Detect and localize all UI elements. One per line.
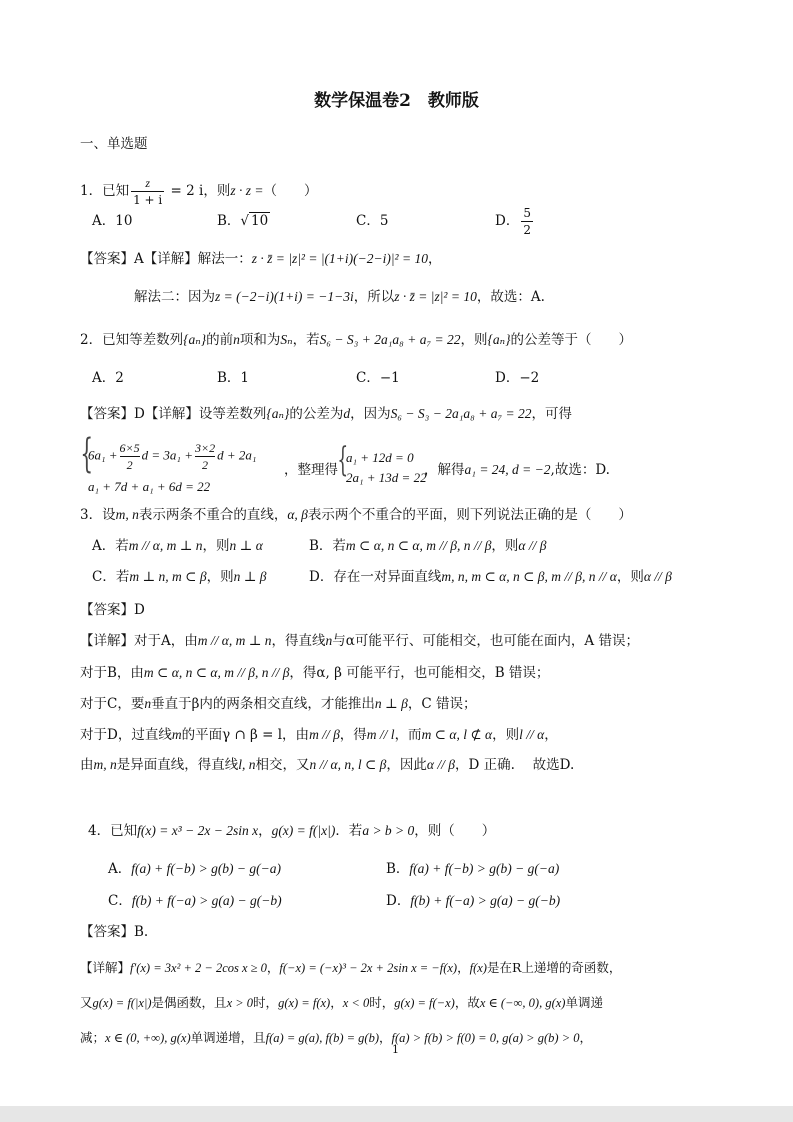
q3-d2b: ，得α, β 可能平行，也可能相交，B 错误； [289,665,550,681]
q2-a-seq: {aₙ} [266,406,290,421]
q3-d3c: ，C 错误； [407,696,477,712]
q2-s1-frac2 [195,440,215,473]
q4-e1e: 上递增的奇函数， [521,960,622,975]
q3-optB2: ，则 [491,538,519,554]
q3-d2m: m ⊂ α, n ⊂ α, m // β, n // β [143,665,290,680]
q4-e2m6: x ∈ (−∞, 0), g(x) [479,996,566,1010]
q3-optC-m: m ⊥ n, m ⊂ β [129,569,207,584]
q2-a4: ，可得 [531,406,573,422]
q4-optB: B． [386,861,410,877]
q3-d1m: m // α, m ⊥ n [197,633,272,648]
q2-n: n [233,332,240,347]
q3-d4f: ，而 [394,727,422,743]
q4-e3d: ， [579,1030,593,1045]
q1-answer-1 [80,251,441,267]
q3-d4e: m // l [366,727,395,742]
q1-answer-2-pre: 解法二：因为 [134,289,215,305]
q4-t4: ，则（ ） [414,823,496,839]
q4-e2m3: g(x) = f(x) [278,996,331,1010]
q3-d4h: ，则 [492,727,520,743]
q1-eq: = 2 i，则 [166,183,231,200]
q1-option-b: B．√ 10 [217,213,269,229]
q4-e2m5: g(x) = f(−x) [394,996,455,1010]
q4-e2m2: x > 0 [226,996,254,1010]
q1-option-d [495,205,535,238]
q3-detail-5 [80,757,574,773]
q3-optA-r: n ⊥ α [229,538,263,553]
q3-option-c [92,569,267,585]
q3-d5b: 是异面直线，得直线 [116,757,239,773]
q3-option-a [92,538,263,554]
q2-end2: ,故选：D. [550,462,610,478]
q2-s1-frac1-den: 2 [120,456,140,473]
q4-e3m1: x ∈ (0, +∞), g(x) [105,1031,191,1045]
q3-d3b: 垂直于β内的两条相交直线，才能推出 [151,696,375,712]
page-number: 1 [392,1043,399,1056]
q4-e2m1: g(x) = f(|x|) [92,996,152,1010]
q2-system-1 [80,431,280,495]
q2-system-1-line1 [88,440,256,473]
q3-optA2: ，则 [202,538,230,554]
q2-s1-l1b: d = 3a₁ + [141,447,193,463]
q3-d5f: ，因此 [386,757,427,773]
q2-s1-frac1-num: 6×5 [119,441,140,455]
q2-option-a: A．2 [92,370,124,386]
q2-t4: ，若 [292,332,320,348]
q4-e1a: 【详解】 [80,960,131,975]
q3-detail-1 [80,633,639,649]
q2-t3: 项和为 [239,332,281,348]
q2-a2: 的公差为 [289,406,344,422]
q4-optD-m: f(b) + f(−a) > g(a) − g(−b) [410,893,561,908]
question-2 [80,332,632,348]
q2-system-2-brace: { [337,440,349,480]
q3-d1c: 与α可能平行、可能相交，也可能在面内，A 错误； [332,633,639,649]
q1-option-d-frac [521,205,533,238]
q4-e1b: ， [266,960,280,975]
q2-s1-frac1 [120,440,140,473]
q2-s1-frac2-num: 3×2 [194,441,216,455]
q3-d3n: n [144,696,152,711]
q1-option-a: A．10 [92,213,133,229]
q3-d3a: 对于C，要 [80,696,145,712]
q4-e2f: ，故 [454,995,480,1010]
q2-a1: 【答案】D【详解】设等差数列 [80,406,267,422]
q3-optA-m: m // α, m ⊥ n [128,538,203,553]
q1-answer-2-math1: z = (−2−i)(1+i) = −1−3i [215,289,354,304]
q2-s1-l1a: 6a₁ + [88,447,118,463]
q1-frac-den: 1 + i [133,193,163,208]
q1-option-d-num: 5 [523,206,531,220]
q1-option-c: C．5 [356,213,389,229]
q1-answer-1-math: z · z̄ = |z|² = |(1+i)(−2−i)|² = 10 [251,251,428,266]
q3-optD1: D．存在一对异面直线 [309,569,442,585]
q4-answer: 【答案】B. [80,924,149,940]
section-heading: 一、单选题 [80,136,148,152]
q3-detail-2 [80,665,549,681]
q4-e1m1: f′(x) = 3x² + 2 − 2cos x ≥ 0 [130,961,267,975]
q4-e2a: 又 [80,995,93,1010]
q2-end1: ，解得 [424,462,465,478]
q4-detail-3 [80,1030,592,1046]
q3-optB-m: m ⊂ α, n ⊂ α, m // β, n // β [345,538,492,553]
q1-fraction [131,175,164,208]
q2-t6: 的公差等于（ ） [510,332,633,348]
q4-t1: 4．已知 [88,823,138,839]
q4-t3: ．若 [335,823,363,839]
q1-answer-2-end: ，故选：A. [476,289,545,305]
q3-t1: 3．设 [80,507,116,523]
q4-option-b [386,861,559,877]
q4-e2e: 时， [369,995,395,1010]
q3-detail-4 [80,727,558,743]
q3-d1b: ，得直线 [271,633,326,649]
q4-e2g: 单调递 [565,995,603,1010]
q3-d2a: 对于B，由 [80,665,144,681]
q3-optB1: B．若 [309,538,346,554]
q2-s1-l1c: d + 2a₁ [217,447,257,463]
q2-end-math: a₁ = 24, d = −2 [464,462,551,477]
q4-detail-2 [80,995,603,1011]
q3-option-d [309,569,672,585]
q2-seq-2: {aₙ} [487,332,511,347]
q2-system-1-line2: a₁ + 7d + a₁ + 6d = 22 [88,479,211,494]
q4-detail-1 [80,960,621,976]
q4-option-c [108,893,282,909]
question-3 [80,507,632,523]
q3-d5h: ，D 正确. 故选D. [454,757,575,773]
q4-cond: a > b > 0 [362,823,415,838]
q1-answer-2 [134,289,545,305]
q3-optC1: C．若 [92,569,130,585]
q4-e3b: 单调递增，且 [190,1030,266,1045]
q2-option-d: D．−2 [495,370,540,386]
q3-optC-r: n ⊥ β [233,569,267,584]
q3-d4c: m // β [309,727,340,742]
q2-a3: ，因为 [350,406,391,422]
q3-mn: m, n [115,507,139,522]
q2-a-cond: S₆ − S₃ − 2a₁a₈ + a₇ = 22 [390,406,532,421]
q1-prefix: 1．已知 [80,183,130,200]
q4-e3a: 减； [80,1030,106,1045]
q4-e1c: ， [457,960,470,975]
q1-option-d-den: 2 [523,223,531,238]
q1-answer-2-math2: z · z̄ = |z|² = 10 [394,289,477,304]
q4-optB-m: f(a) + f(−b) > g(b) − g(−a) [409,861,560,876]
q4-f: f(x) = x³ − 2x − 2sin x [137,823,259,838]
q1-answer-1-text: 【答案】A【详解】解法一： [80,251,252,267]
q4-e3c: ， [379,1030,392,1045]
q3-optA1: A．若 [92,538,129,554]
q2-a-d: d [343,406,351,421]
q1-option-d-label: D． [495,213,520,230]
q3-d5d: 相交，又 [255,757,310,773]
q3-d3m: n ⊥ β [374,696,408,711]
q3-d4j: ， [544,727,558,743]
q4-option-d [386,893,560,909]
q3-d4m: m [171,727,182,742]
q4-t2: ， [258,823,272,839]
q3-optC2: ，则 [206,569,234,585]
q4-e1m3: f(x) [469,961,487,975]
q3-option-b [309,538,546,554]
q4-e1m2: f(−x) = (−x)³ − 2x + 2sin x = −f(x) [279,961,458,975]
q4-optC-m: f(b) + f(−a) > g(a) − g(−b) [131,893,282,908]
q4-e1d: 是在 [486,960,512,975]
q4-optD: D． [386,893,411,909]
q4-optC: C． [108,893,132,909]
q3-d1n: n [325,633,333,648]
q2-option-c: C．−1 [356,370,400,386]
q2-system-2 [337,440,428,494]
q2-sn: Sₙ [280,332,293,347]
q4-e2m4: x < 0 [342,996,370,1010]
q4-e1R: R [511,960,522,975]
q3-d4g: m ⊂ α, l ⊄ α [421,727,493,742]
q2-end [424,462,610,478]
q4-e2b: 是偶函数，且 [151,995,227,1010]
q4-e2d: ， [330,995,343,1010]
q3-t2: 表示两条不重合的直线， [138,507,288,523]
q1-frac-num: z [145,176,150,190]
page-title: 数学保温卷2 教师版 [314,91,479,111]
q3-d5a: 由 [80,757,94,773]
q3-d5e: n // α, n, l ⊂ β [309,757,387,772]
q2-t5: ，则 [460,332,488,348]
q3-d4b: 的平面γ ∩ β = l，由 [181,727,310,743]
q3-detail-3 [80,696,476,712]
q1-paren: （ ） [263,183,318,200]
q2-answer [80,406,572,422]
q1-option-b-sqrt: 10 [251,213,269,229]
q4-optA: A． [108,861,132,877]
q3-answer: 【答案】D [80,602,145,618]
q3-d4d: ，得 [339,727,367,743]
q2-s1-frac2-den: 2 [195,456,215,473]
q4-e3m3: f(a) > f(b) > f(0) = 0, g(a) > g(b) > 0 [391,1031,580,1045]
q3-ab: α, β [287,507,308,522]
q3-d4a: 对于D，过直线 [80,727,172,743]
q3-optD-m: m, n, m ⊂ α, n ⊂ β, m // β, n // α [441,569,617,584]
q1-answer-2-mid: ，所以 [353,289,395,305]
q3-d5m: m, n [93,757,117,772]
q2-seq: {aₙ} [183,332,207,347]
q4-g: g(x) = f(|x|) [271,823,336,838]
q2-mid: ，整理得 [284,462,338,478]
q3-optD-r: α // β [643,569,672,584]
q3-optB-r: α // β [518,538,547,553]
q2-system-2-line1: a₁ + 12d = 0 [346,450,414,465]
q2-system-2-line2: 2a₁ + 13d = 22 [346,470,427,485]
q2-t1: 2．已知等差数列 [80,332,184,348]
q3-d5c: l, n [238,757,256,772]
q3-d5g: α // β [426,757,455,772]
q4-option-a [108,861,281,877]
q2-system-1-brace: { [80,431,94,477]
q3-d1a: 【详解】对于A，由 [80,633,198,649]
q4-e3m2: f(a) = g(a), f(b) = g(b) [265,1031,380,1045]
q4-e2c: 时， [253,995,279,1010]
question-1 [80,175,317,208]
q2-t2: 的前 [206,332,234,348]
question-4 [88,823,495,839]
q2-option-b: B．1 [217,370,250,386]
q1-answer-1-end: ， [427,251,442,267]
q3-optD2: ，则 [616,569,644,585]
q3-d4i: l // α [519,727,545,742]
q1-option-b-label: B． [217,213,241,229]
q2-cond: S₆ − S₃ + 2a₁a₈ + a₇ = 22 [319,332,461,347]
q4-optA-m: f(a) + f(−b) > g(b) − g(−a) [131,861,282,876]
q3-t3: 表示两个不重合的平面，则下列说法正确的是（ ） [307,507,632,523]
bottom-bar [0,1106,793,1122]
q1-expr: z · z = [230,183,264,199]
